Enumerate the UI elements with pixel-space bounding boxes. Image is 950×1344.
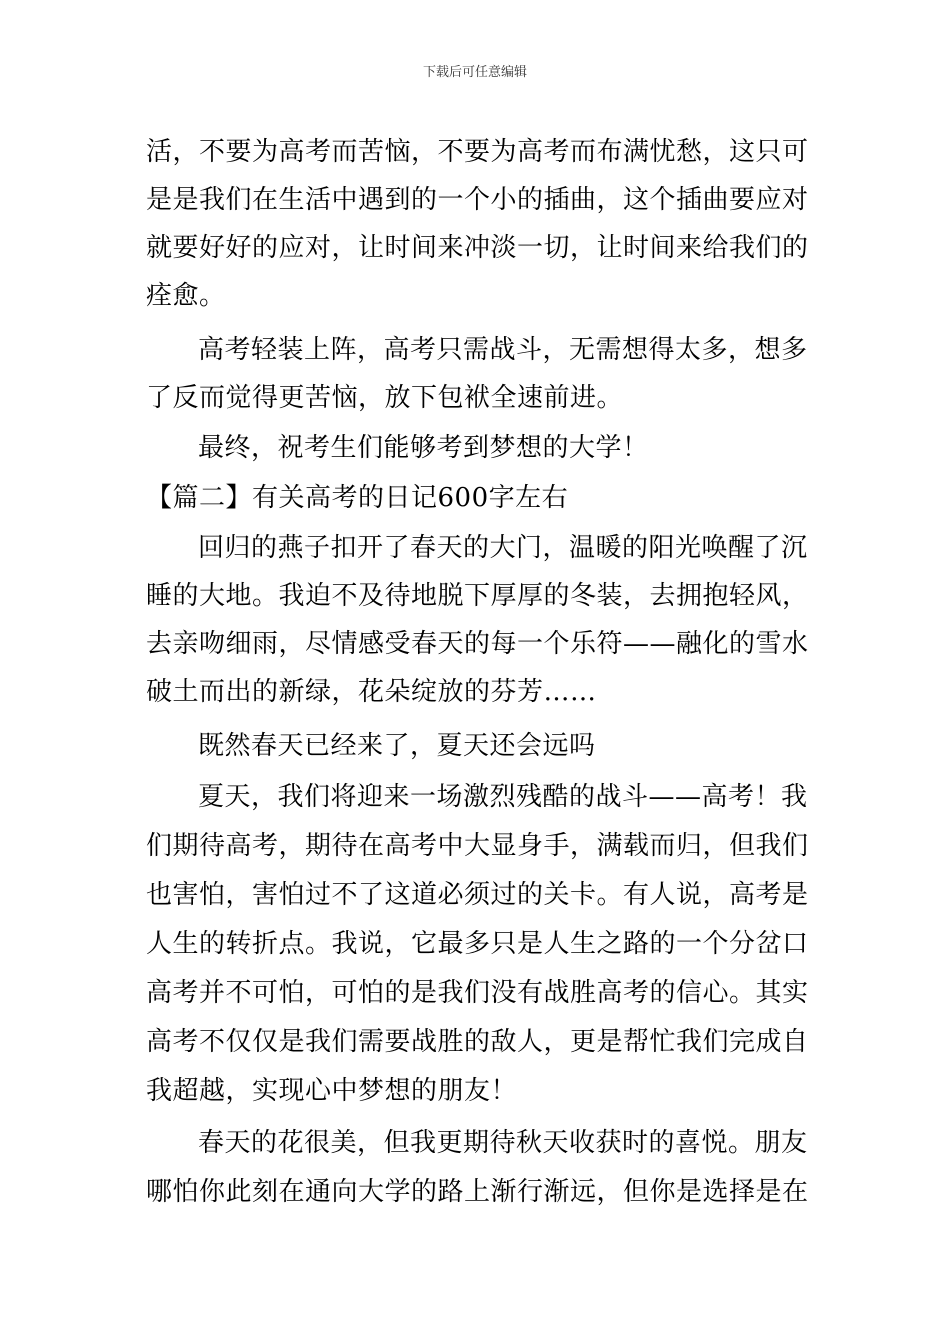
body-line: 我超越，实现心中梦想的朋友！ <box>146 1076 518 1106</box>
page-header: 下载后可任意编辑 <box>422 65 527 80</box>
body-line: 既然春天已经来了，夏天还会远吗 <box>198 731 596 761</box>
body-line: 高考轻装上阵，高考只需战斗，无需想得太多，想多 <box>198 335 808 365</box>
body-line: 破土而出的新绿，花朵绽放的芬芳…… <box>146 677 597 707</box>
body-line: 了反而觉得更苦恼，放下包袱全速前进。 <box>146 383 624 413</box>
body-line: 高考并不可怕，可怕的是我们没有战胜高考的信心。其实 <box>146 978 809 1008</box>
body-line: 就要好好的应对，让时间来冲淡一切，让时间来给我们的 <box>146 233 809 263</box>
body-line: 高考不仅仅是我们需要战胜的敌人，更是帮忙我们完成自 <box>146 1027 809 1057</box>
body-line: 夏天，我们将迎来一场激烈残酷的战斗——高考！我 <box>198 782 808 812</box>
body-line: 是是我们在生活中遇到的一个小的插曲，这个插曲要应对 <box>146 185 809 215</box>
section-heading: 【篇二】有关高考的日记600字左右 <box>146 483 569 513</box>
body-line: 们期待高考，期待在高考中大显身手，满载而归，但我们 <box>146 831 809 861</box>
body-line: 去亲吻细雨，尽情感受春天的每一个乐符——融化的雪水 <box>146 629 809 659</box>
body-line: 也害怕，害怕过不了这道必须过的关卡。有人说，高考是 <box>146 880 809 910</box>
body-line: 睡的大地。我迫不及待地脱下厚厚的冬装，去拥抱轻风， <box>146 581 809 611</box>
body-line: 春天的花很美，但我更期待秋天收获时的喜悦。朋友 <box>198 1128 808 1158</box>
body-line: 回归的燕子扣开了春天的大门，温暖的阳光唤醒了沉 <box>198 533 808 563</box>
body-line: 痊愈。 <box>146 281 226 311</box>
body-line: 活，不要为高考而苦恼，不要为高考而布满忧愁，这只可 <box>146 137 809 167</box>
body-line: 最终，祝考生们能够考到梦想的大学！ <box>198 433 649 463</box>
body-line: 人生的转折点。我说，它最多只是人生之路的一个分岔口 <box>146 929 809 959</box>
body-line: 哪怕你此刻在通向大学的路上渐行渐远，但你是选择是在 <box>146 1177 809 1207</box>
